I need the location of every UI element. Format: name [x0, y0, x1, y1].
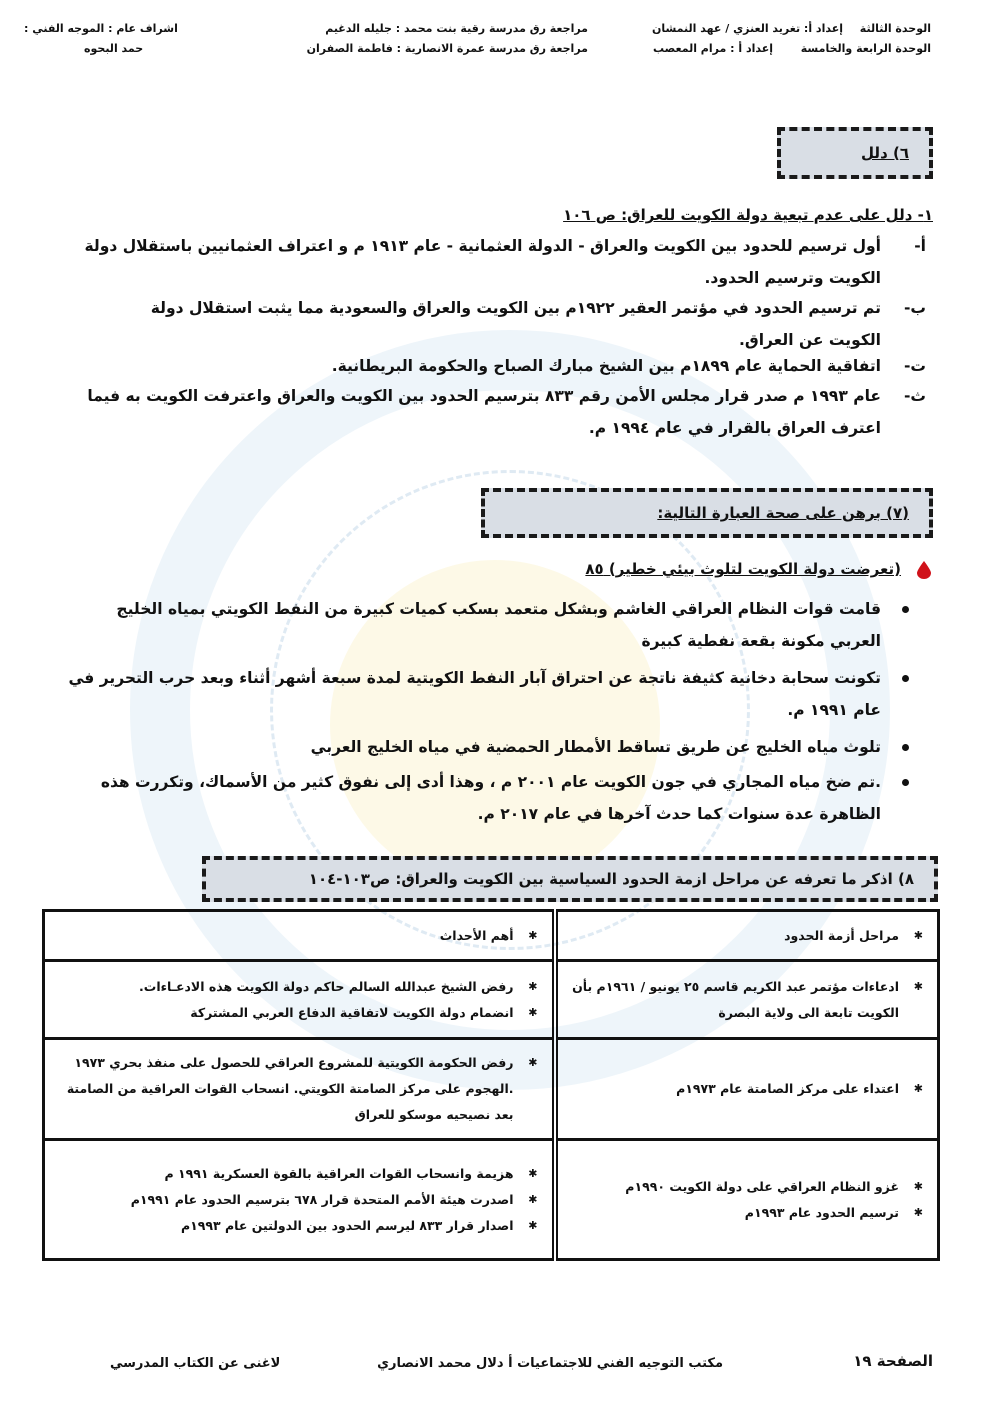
bullet-dot-icon — [902, 675, 909, 682]
border-crisis-table — [42, 909, 940, 1261]
table-header-row — [44, 911, 939, 961]
section6-item-a — [61, 230, 926, 294]
stage-line: ✱ اعتداء على مركز الصامتة عام ١٩٧٣م — [572, 1076, 924, 1102]
item-marker: أ- — [914, 237, 926, 255]
stage-line: ✱ ترسيم الحدود عام ١٩٩٣م — [572, 1200, 924, 1226]
red-drop-icon — [917, 561, 931, 579]
unit3-prep: إعداد أ: تغريد العنزي / عهد النمشان — [651, 22, 843, 35]
event-line: ✱ انضمام دولة الكويت لاتفاقية الدفاع العربي المشتركة — [59, 1000, 538, 1026]
event-line: ✱ رفض الحكومة الكويتية للمشروع العراقي للحصول على منفذ بحري ١٩٧٣ .الهجوم على مركز الصامتة الكويتي. انسحاب القوات العراقية من الصامتة بعد نصيحيه موسكو للعراق — [59, 1050, 538, 1128]
event-line: ✱ رفض الشيخ عبدالله السالم حاكم دولة الكويت هذه الادعـاءات. — [59, 974, 538, 1000]
supervisor-name: حمد البحوه — [84, 42, 144, 55]
header-stages: ✱ مراحل أزمة الحدود — [572, 923, 924, 949]
event-line: ✱ اصدار قرار ٨٣٣ ليرسم الحدود بين الدولتين عام ١٩٩٣م — [59, 1213, 538, 1239]
bullet-dot-icon — [902, 779, 909, 786]
table-row — [44, 1140, 939, 1260]
header-events: ✱ أهم الأحداث — [59, 923, 538, 949]
unit3-review: مراجعة رق مدرسة رقية بنت محمد : جليله الدغيم — [325, 22, 588, 35]
unit45-label: الوحدة الرابعة والخامسة — [800, 42, 931, 55]
item-marker: ث- — [903, 387, 926, 405]
section6-question: ١- دلل على عدم تبعية دولة الكويت للعراق: ص ١٠٦ — [563, 206, 933, 224]
event-line: ✱ اصدرت هيئة الأمم المتحدة قرار ٦٧٨ بترسيم الحدود عام ١٩٩١م — [59, 1187, 538, 1213]
bullet-dot-icon — [902, 744, 909, 751]
table-row — [44, 1039, 939, 1140]
stage-line: ✱ غزو النظام العراقي على دولة الكويت ١٩٩٠م — [572, 1174, 924, 1200]
bullet-text: تكونت سحابة دخانية كثيفة ناتجة عن احتراق آبار النفط الكويتية لمدة سبعة أشهر أثناء وبعد حرب التحرير في عام ١٩٩١ م. — [68, 669, 881, 719]
bullet-dot-icon — [902, 606, 909, 613]
section7-statement: (تعرضت دولة الكويت لتلوث بيئي خطير) ٨٥ — [585, 560, 901, 578]
unit45-prep: إعداد أ : مرام المعصب — [653, 42, 773, 55]
event-line: ✱ هزيمة وانسحاب القوات العراقية بالقوة العسكرية ١٩٩١ م — [59, 1161, 538, 1187]
page-number: الصفحة ١٩ — [853, 1352, 933, 1370]
section7-box — [481, 488, 933, 538]
footer-note: لاغنى عن الكتاب المدرسي — [110, 1356, 281, 1371]
section7-bullet-1 — [61, 593, 881, 657]
stage-line: ✱ ادعاءات مؤتمر عبد الكريم قاسم ٢٥ يونيو / ١٩٦١م بأن الكويت تابعة الى ولاية البصرة — [572, 974, 924, 1026]
header-stages-cell — [555, 911, 939, 961]
item-marker: ب- — [903, 299, 926, 317]
section7-bullet-4 — [61, 766, 881, 830]
stages-cell — [555, 1140, 939, 1260]
bullet-text: تلوث مياه الخليج عن طريق تساقط الأمطار الحمضية في مياه الخليج العربي — [310, 738, 881, 756]
section7-label: (٧) برهن على صحة العبارة التالية: — [657, 504, 909, 522]
stages-cell — [555, 1039, 939, 1140]
section6-item-d — [71, 380, 926, 444]
table-row — [44, 961, 939, 1039]
section8-box — [202, 856, 938, 902]
events-cell — [44, 1140, 555, 1260]
item-text: تم ترسيم الحدود في مؤتمر العقير ١٩٢٢م بين الكويت والعراق والسعودية مما يثبت استقلال دولة الكويت عن العراق. — [150, 299, 881, 349]
section7-bullet-3 — [61, 731, 881, 763]
item-marker: ت- — [903, 357, 926, 375]
item-text: أول ترسيم للحدود بين الكويت والعراق - الدولة العثمانية - عام ١٩١٣ م و اعتراف العثمانيين باستقلال دولة الكويت وترسيم الحدود. — [84, 237, 881, 287]
section6-item-c — [101, 350, 926, 382]
supervisor: اشراف عام : الموجه الفني : — [24, 22, 178, 35]
section6-label: ٦) دلل — [861, 144, 909, 162]
events-cell — [44, 961, 555, 1039]
unit45-review: مراجعة رق مدرسة عمرة الانصارية : فاطمة الصفران — [306, 42, 588, 55]
section7-bullet-2 — [61, 662, 881, 726]
section8-label: ٨) اذكر ما تعرفه عن مراحل ازمة الحدود السياسية بين الكويت والعراق: ص١٠٣-١٠٤ — [308, 870, 914, 888]
unit3-label: الوحدة الثالثة — [859, 22, 931, 35]
item-text: اتفاقية الحماية عام ١٨٩٩م بين الشيخ مبارك الصباح والحكومة البريطانية. — [331, 357, 881, 375]
events-cell — [44, 1039, 555, 1140]
bullet-text: قامت قوات النظام العراقي الغاشم وبشكل متعمد بسكب كميات كبيرة من النفط الكويتي بمياه الخليج العربي مكونة بقعة نفطية كبيرة — [116, 600, 881, 650]
section6-item-b — [111, 292, 926, 356]
footer-office: مكتب التوجيه الفني للاجتماعيات أ دلال محمد الانصاري — [377, 1356, 723, 1371]
bullet-text: .تم ضخ مياه المجاري في جون الكويت عام ٢٠٠١ م ، وهذا أدى إلى نفوق كثير من الأسماك، وتكررت هذه الظاهرة عدة سنوات كما حدث آخرها في عام ٢٠١٧ م. — [100, 773, 881, 823]
header-events-cell — [44, 911, 555, 961]
stages-cell — [555, 961, 939, 1039]
item-text: عام ١٩٩٣ م صدر قرار مجلس الأمن رقم ٨٣٣ بترسيم الحدود بين الكويت والعراق واعترفت الكويت به فيما اعترف العراق بالقرار في عام ١٩٩٤ م. — [87, 387, 881, 437]
section6-box — [777, 127, 933, 179]
